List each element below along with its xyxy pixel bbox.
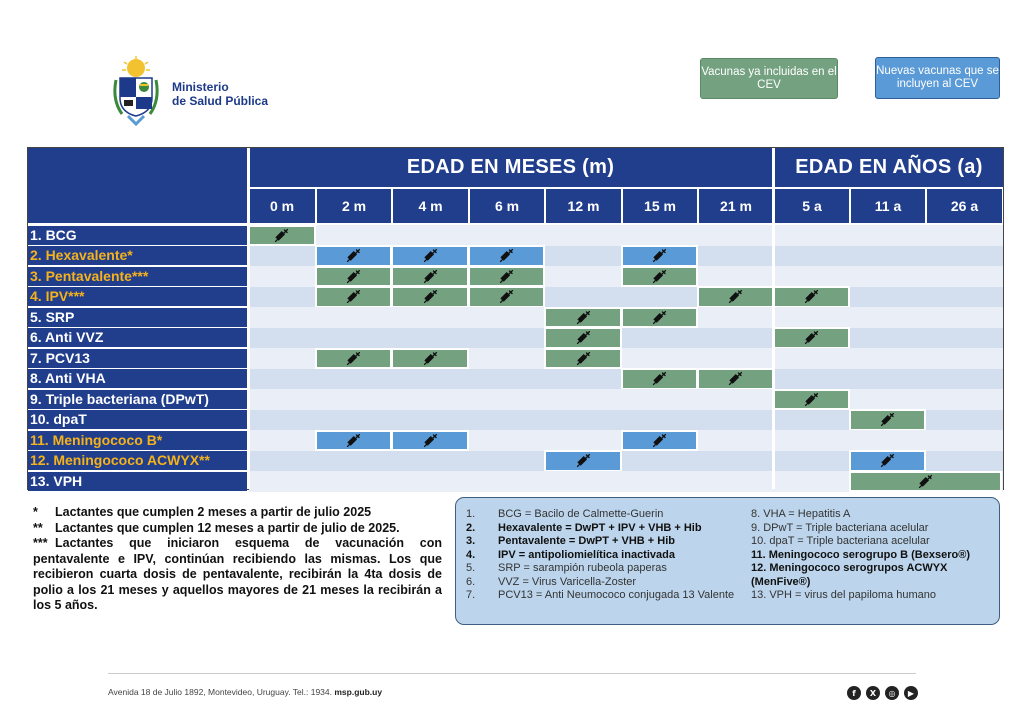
abbreviation-number: 7. [466, 589, 476, 601]
dose-cell-new [849, 450, 926, 472]
dose-cell-existing [544, 348, 622, 370]
abbreviation-text: SRP = sarampión rubeola paperas [498, 562, 667, 574]
abbreviation-number: 6. [466, 575, 476, 588]
legend-existing-vaccines [700, 58, 838, 99]
column-group-divider [772, 148, 775, 489]
vaccine-name: 11. Meningococo B* [28, 431, 247, 450]
footnotes [33, 505, 442, 614]
abbreviation-item: 11. Meningococo serogrupo B (Bexsero®) [751, 548, 970, 561]
column-header: 15 m [623, 189, 697, 223]
dose-cell-existing [247, 225, 316, 247]
abbreviation-item: 10. dpaT = Triple bacteriana acelular [751, 535, 930, 547]
x-icon[interactable]: X [866, 686, 880, 700]
dose-cell-existing [315, 266, 392, 288]
syringe-icon [727, 288, 744, 305]
column-header: 11 a [851, 189, 925, 223]
abbreviation-item: 9. DPwT = Triple bacteriana acelular [751, 521, 929, 534]
header-divider [28, 223, 1003, 225]
footnote-text: Lactantes que cumplen 2 meses a partir de julio 2025 [55, 505, 372, 519]
syringe-icon [575, 329, 592, 346]
vaccination-schedule-table [27, 147, 1004, 490]
abbreviation-item: 12. Meningococo serogrupos ACWYX (MenFive®) [751, 562, 948, 588]
syringe-icon [803, 329, 820, 346]
abbreviation-item [466, 549, 746, 563]
dose-cell-existing [391, 266, 469, 288]
dose-cell-existing [773, 389, 850, 411]
dose-cell-existing [849, 471, 1002, 493]
dose-cell-existing [697, 286, 774, 308]
syringe-icon [651, 370, 668, 387]
vaccine-name: 13. VPH [28, 472, 247, 491]
column-header: 4 m [393, 189, 468, 223]
abbreviation-item [466, 562, 746, 576]
dose-cell-existing [468, 266, 545, 288]
syringe-icon [498, 268, 515, 285]
abbreviation-text: IPV = antipoliomielítica inactivada [498, 548, 675, 561]
syringe-icon [422, 247, 439, 264]
footnote [33, 521, 442, 537]
abbreviations-left-column [466, 508, 746, 603]
dose-cell-new [621, 245, 698, 267]
dose-cell-existing [773, 286, 850, 308]
syringe-icon [345, 288, 362, 305]
dose-cell-new [391, 430, 469, 452]
table-row [249, 328, 1003, 349]
syringe-icon [422, 350, 439, 367]
vaccine-name: 3. Pentavalente*** [28, 267, 247, 286]
abbreviation-number: 1. [466, 508, 476, 520]
header-divider [249, 187, 1003, 189]
dose-cell-existing [773, 327, 850, 349]
footnote-mark: *** [33, 536, 48, 550]
column-header: 0 m [249, 189, 315, 223]
dose-cell-existing [621, 368, 698, 390]
syringe-icon [917, 473, 934, 490]
syringe-icon [651, 247, 668, 264]
facebook-icon[interactable]: f [847, 686, 861, 700]
vaccine-name: 1. BCG [28, 226, 247, 245]
legend-existing-label: Vacunas ya incluidas en el CEV [701, 65, 837, 91]
footnote-text: Lactantes que iniciaron esquema de vacunación con pentavalente e IPV, continúan recibiendo las mismas. Los que recibieron cuarta dosis de pentavalente, recibirán la 4ta dosis de polio a los 21 meses y aquellos mayores de 21 meses la recibirán a los 5 años. [33, 536, 442, 612]
address-text: Avenida 18 de Julio 1892, Montevideo, Uruguay. Tel.: 1934. [108, 687, 332, 697]
abbreviation-number: 2. [466, 521, 476, 534]
syringe-icon [345, 247, 362, 264]
column-header: 26 a [927, 189, 1002, 223]
abbreviation-item: 13. VPH = virus del papiloma humano [751, 589, 936, 601]
syringe-icon [803, 391, 820, 408]
abbreviation-text: VVZ = Virus Varicella-Zoster [498, 575, 637, 588]
abbreviation-number: 4. [466, 548, 476, 561]
dose-cell-new [315, 430, 392, 452]
syringe-icon [345, 432, 362, 449]
footnote-mark: * [33, 505, 38, 519]
column-header: 5 a [775, 189, 849, 223]
syringe-icon [879, 411, 896, 428]
vaccine-name: 7. PCV13 [28, 349, 247, 368]
footnote [33, 536, 442, 614]
dose-cell-existing [315, 348, 392, 370]
dose-cell-existing [697, 368, 774, 390]
ministry-name-line2: de Salud Pública [172, 94, 269, 108]
vaccine-name: 10. dpaT [28, 410, 247, 429]
column-group-divider [247, 148, 250, 489]
vaccine-name: 2. Hexavalente* [28, 246, 247, 265]
dose-cell-existing [849, 409, 926, 431]
abbreviation-number: 5. [466, 562, 476, 574]
syringe-icon [803, 288, 820, 305]
vaccine-name: 12. Meningococo ACWYX** [28, 451, 247, 470]
instagram-icon[interactable]: ◎ [885, 686, 899, 700]
abbreviation-item [466, 576, 746, 590]
abbreviation-number: 3. [466, 535, 476, 547]
ministry-name-line1: Ministerio [172, 80, 229, 94]
syringe-icon [651, 268, 668, 285]
dose-cell-existing [468, 286, 545, 308]
abbreviation-item [466, 508, 746, 522]
dose-cell-new [621, 430, 698, 452]
column-header: 2 m [317, 189, 391, 223]
footer-divider [108, 673, 916, 674]
dose-cell-existing [391, 286, 469, 308]
syringe-icon [422, 268, 439, 285]
header-group-years: EDAD EN AÑOS (a) [775, 148, 1003, 187]
abbreviation-text: Pentavalente = DwPT + VHB + Hib [498, 535, 675, 547]
syringe-icon [727, 370, 744, 387]
syringe-icon [575, 309, 592, 326]
abbreviations-right-column [751, 508, 996, 603]
table-row [249, 389, 1003, 410]
abbreviation-item [466, 535, 746, 549]
dose-cell-new [468, 245, 545, 267]
abbreviation-text: PCV13 = Anti Neumococo conjugada 13 Valente [498, 589, 735, 601]
vaccine-name: 6. Anti VVZ [28, 328, 247, 347]
abbreviation-item: 8. VHA = Hepatitis A [751, 508, 851, 520]
syringe-icon [575, 452, 592, 469]
abbreviation-item [466, 589, 746, 603]
legend-new-label: Nuevas vacunas que se incluyen al CEV [876, 65, 999, 90]
column-header: 12 m [546, 189, 621, 223]
abbreviation-text: Hexavalente = DwPT + IPV + VHB + Hib [498, 521, 702, 534]
vaccine-name: 8. Anti VHA [28, 369, 247, 388]
syringe-icon [345, 350, 362, 367]
syringe-icon [651, 432, 668, 449]
footer-address [108, 687, 382, 697]
footnote [33, 505, 442, 521]
syringe-icon [498, 288, 515, 305]
website-link[interactable]: msp.gub.uy [334, 687, 383, 697]
dose-cell-existing [391, 348, 469, 370]
footnote-mark: ** [33, 520, 43, 535]
abbreviation-text: BCG = Bacilo de Calmette-Guerin [498, 508, 664, 520]
column-header: 21 m [699, 189, 773, 223]
dose-cell-existing [544, 307, 622, 329]
dose-cell-existing [621, 307, 698, 329]
footnote-text: Lactantes que cumplen 12 meses a partir de julio de 2025. [55, 520, 400, 535]
dose-cell-existing [621, 266, 698, 288]
abbreviation-item [466, 522, 746, 536]
coat-of-arms-logo [108, 56, 164, 128]
vaccine-name: 4. IPV*** [28, 287, 247, 306]
syringe-icon [651, 309, 668, 326]
dose-cell-new [391, 245, 469, 267]
header-group-months: EDAD EN MESES (m) [249, 148, 772, 187]
syringe-icon [345, 268, 362, 285]
abbreviations-box [455, 497, 1000, 625]
vaccine-name: 9. Triple bacteriana (DPwT) [28, 390, 247, 409]
legend-new-vaccines [875, 57, 1000, 99]
ministry-name [172, 80, 268, 108]
syringe-icon [575, 350, 592, 367]
dose-cell-new [544, 450, 622, 472]
table-row [249, 225, 1003, 246]
youtube-icon[interactable]: ▶ [904, 686, 918, 700]
dose-cell-existing [544, 327, 622, 349]
syringe-icon [879, 452, 896, 469]
syringe-icon [422, 432, 439, 449]
column-header: 6 m [470, 189, 544, 223]
vaccine-name: 5. SRP [28, 308, 247, 327]
syringe-icon [498, 247, 515, 264]
syringe-icon [422, 288, 439, 305]
table-corner-header [28, 148, 247, 223]
dose-cell-existing [315, 286, 392, 308]
syringe-icon [273, 227, 290, 244]
dose-cell-new [315, 245, 392, 267]
